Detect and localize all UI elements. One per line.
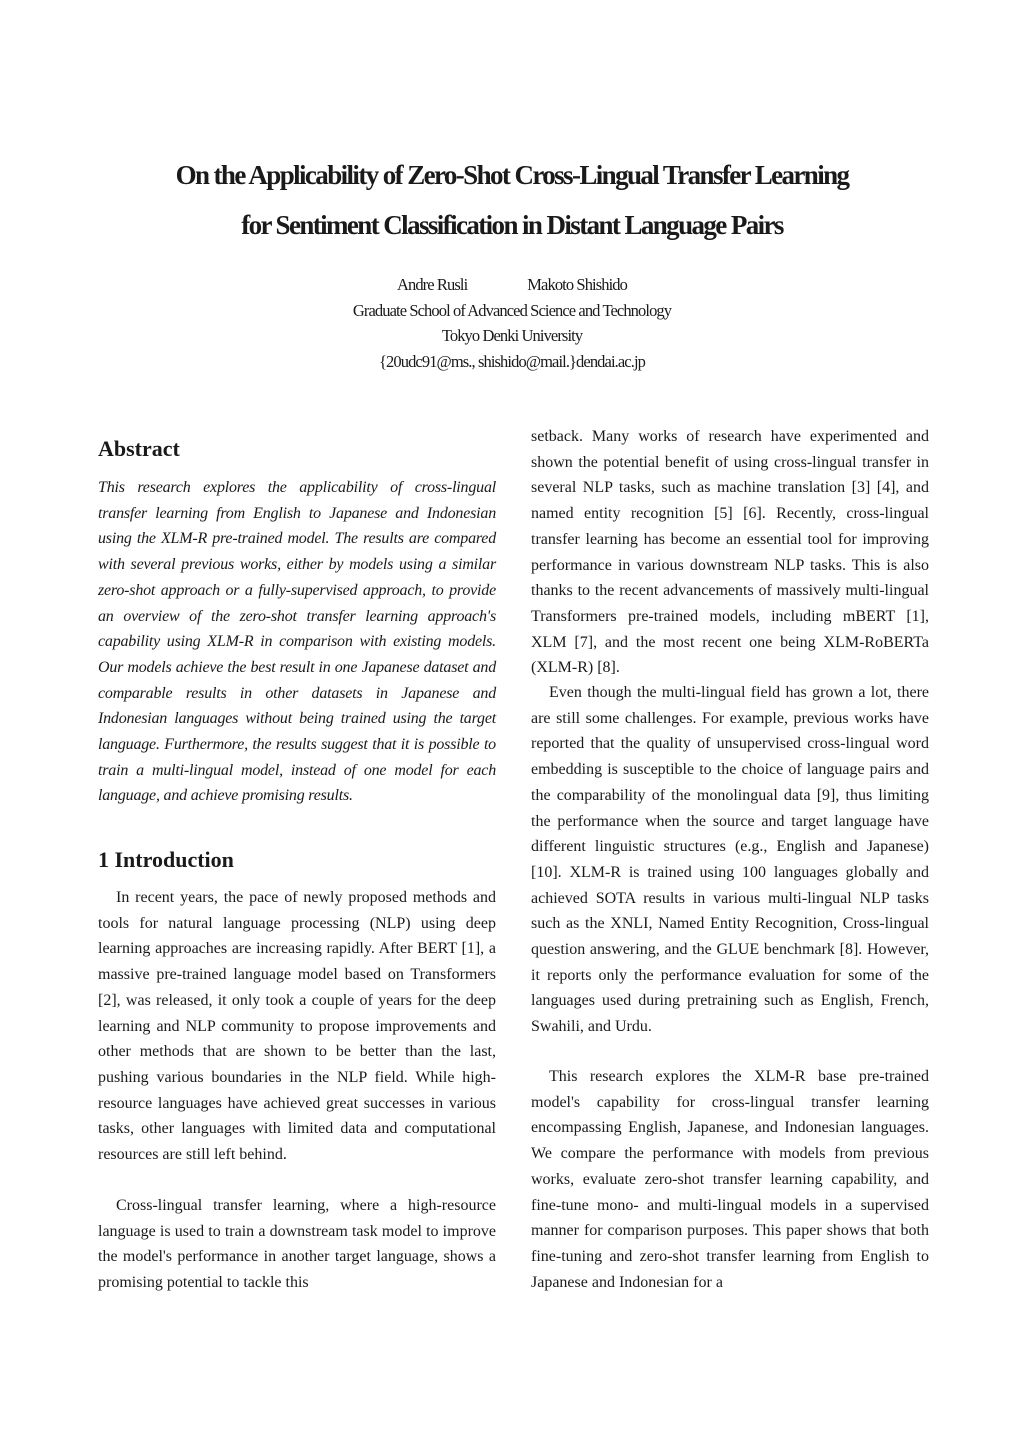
paper-title (0, 150, 1024, 250)
body-paragraph: This research explores the XLM-R base pre-trained model's capability for cross-lingual transfer learning encompassing English, Japanese, and Indonesian languages. We compare the performance with models from previous works, evaluate zero-shot transfer learning capability, and fine-tune mono- and multi-lingual models in a supervised manner for comparison purposes. This paper shows that both fine-tuning and zero-shot transfer learning from English to Japanese and Indonesian for a (531, 1068, 929, 1291)
body-paragraph: Cross-lingual transfer learning, where a high-resource language is used to train a downstream task model to improve the model's performance in another target language, shows a promising potential to tackle this (98, 1197, 496, 1292)
title-line-2: for Sentiment Classification in Distant Language Pairs (241, 210, 783, 240)
body-paragraph: In recent years, the pace of newly proposed methods and tools for natural language processing (NLP) using deep learning approaches are increasing rapidly. After BERT [1], a massive pre-trained language model based on Transformers [2], was released, it only took a couple of years for the deep learning and NLP community to propose improvements and other methods that are shown to be better than the last, pushing various boundaries in the NLP field. While high-resource languages have achieved great successes in various tasks, other languages with limited data and computational resources are still left behind. (98, 889, 496, 1164)
author-emails: {20udc91@ms., shishido@mail.}dendai.ac.jp (379, 351, 645, 371)
abstract-heading: Abstract (98, 436, 180, 461)
section-heading: 1 Introduction (98, 847, 234, 872)
affiliation: Graduate School of Advanced Science and Technology (352, 300, 672, 320)
abstract-text: This research explores the applicability of cross-lingual transfer learning from English to Japanese and Indonesian using the XLM-R pre-trained model. The results are compared with several previous works, either by models using a similar zero-shot approach or a fully-supervised approach, to provide an overview of the zero-shot transfer learning approach's capability using XLM-R in comparison with existing models. Our models achieve the best result in one Japanese dataset and comparable results in other datasets in Japanese and Indonesian languages without being trained using the target language. Furthermore, the results suggest that it is possible to train a multi-lingual model, instead of one model for each language, and achieve promising results. (98, 479, 496, 805)
author-name: Makoto Shishido (527, 275, 628, 294)
affiliation: Tokyo Denki University (441, 326, 583, 345)
author-names (0, 272, 1024, 298)
body-paragraph: Even though the multi-lingual field has grown a lot, there are still some challenges. For example, previous works have reported that the quality of unsupervised cross-lingual word embedding is susceptible to the choice of language pairs and the comparability of the monolingual data [9], thus limiting the performance when the source and target language have different linguistic structures (e.g., English and Japanese) [10]. XLM-R is trained using 100 languages globally and achieved SOTA results in various multi-lingual NLP tasks such as the XNLI, Named Entity Recognition, Cross-lingual question answering, and the GLUE benchmark [8]. However, it reports only the performance evaluation for some of the languages used during pretraining such as English, French, Swahili, and Urdu. (531, 684, 929, 1036)
author-block (0, 272, 1024, 374)
author-name: Andre Rusli (396, 275, 468, 294)
body-paragraph: setback. Many works of research have experimented and shown the potential benefit of using cross-lingual transfer in several NLP tasks, such as machine translation [3] [4], and named entity recognition [5] [6]. Recently, cross-lingual transfer learning has become an essential tool for improving performance in various downstream NLP tasks. This is also thanks to the recent advancements of massively multi-lingual Transformers pre-trained models, including mBERT [1], XLM [7], and the most recent one being XLM-RoBERTa (XLM-R) [8]. (531, 428, 929, 677)
title-line-1: On the Applicability of Zero-Shot Cross-Lingual Transfer Learning (175, 160, 849, 190)
